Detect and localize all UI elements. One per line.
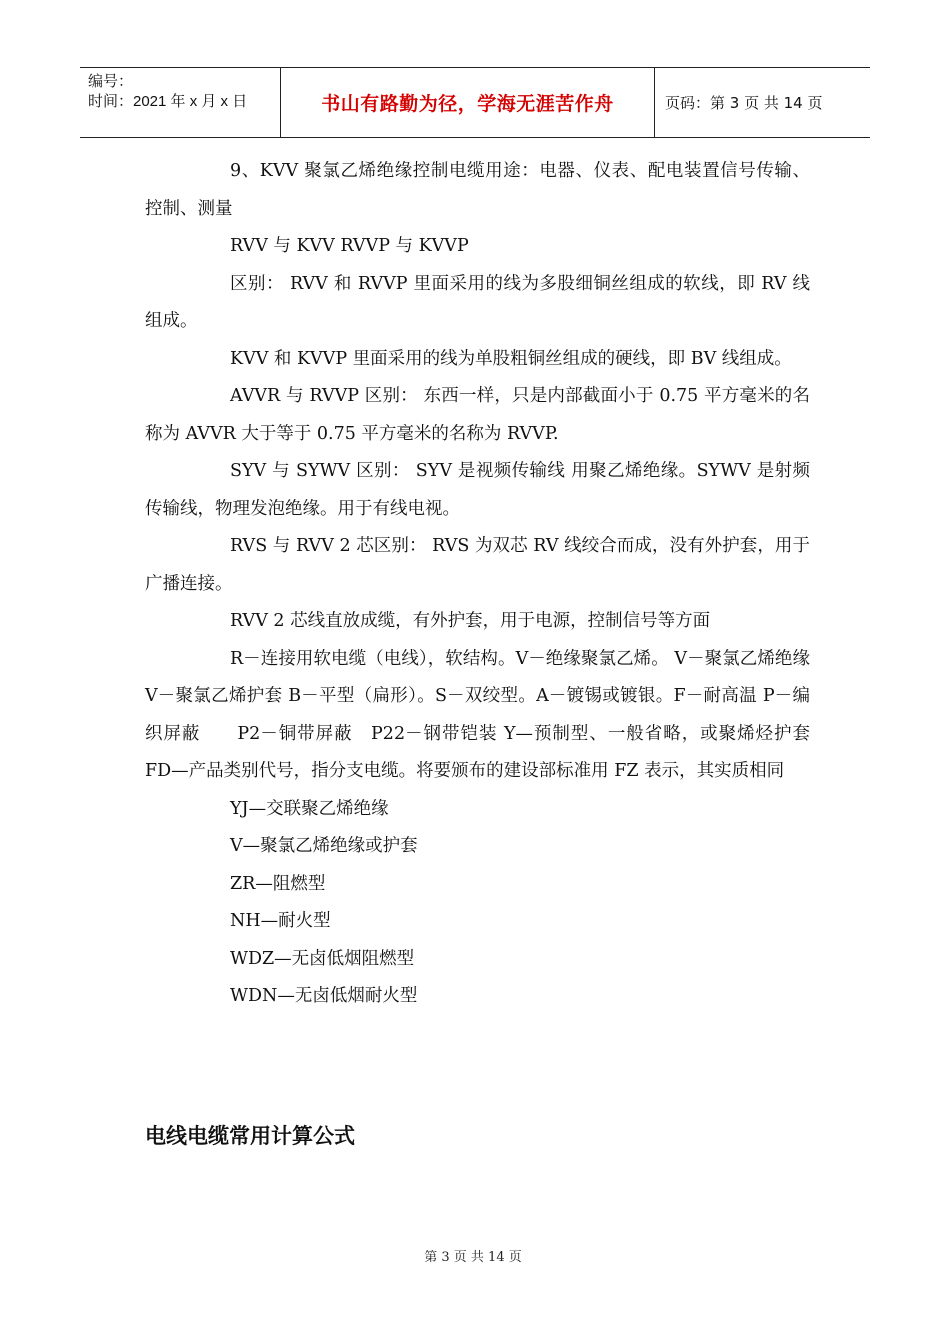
header-motto: 书山有路勤为径，学海无涯苦作舟 (281, 68, 655, 137)
page-header (80, 67, 870, 138)
paragraph: 区别： RVV 和 RVVP 里面采用的线为多股细铜丝组成的软线，即 RV 线组成。 (145, 273, 810, 331)
code-definition: ZR—阻燃型 (230, 873, 326, 894)
header-time-label: 时间：2021 年 x 月 x 日 (88, 93, 248, 110)
code-definition: WDZ—无卤低烟阻燃型 (230, 948, 415, 969)
paragraph: KVV 和 KVVP 里面采用的线为单股粗铜丝组成的硬线，即 BV 线组成。 (230, 348, 792, 369)
header-meta (80, 68, 281, 137)
paragraph: SYV 与 SYWV 区别： SYV 是视频传输线 用聚乙烯绝缘。SYWV 是射频传输线，物理发泡绝缘。用于有线电视。 (145, 461, 810, 519)
paragraph: 9、KVV 聚氯乙烯绝缘控制电缆用途：电器、仪表、配电装置信号传输、控制、测量 (145, 161, 810, 219)
header-number-label: 编号： (88, 73, 134, 90)
footer-page-number: 第 3 页 共 14 页 (424, 1250, 522, 1265)
document-body (145, 153, 845, 1016)
page-footer (0, 1246, 950, 1265)
code-definition: WDN—无卤低烟耐火型 (230, 986, 418, 1006)
paragraph: AVVR 与 RVVP 区别： 东西一样，只是内部截面小于 0.75 平方毫米的名称为 AVVR 大于等于 0.75 平方毫米的名称为 RVVP. (145, 386, 810, 444)
section-heading: 电线电缆常用计算公式 (145, 1124, 355, 1148)
code-definition: NH—耐火型 (230, 911, 331, 931)
code-definition: YJ—交联聚乙烯绝缘 (230, 798, 389, 819)
paragraph: RVV 与 KVV RVVP 与 KVVP (230, 236, 469, 256)
paragraph: R－连接用软电缆（电线），软结构。V－绝缘聚氯乙烯。 V－聚氯乙烯绝缘 V－聚氯乙烯护套 B－平型（扁形）。S－双绞型。A－镀锡或镀银。F－耐高温 P－编织屏蔽 P2－铜带屏蔽 P22－钢带铠装 Y—预制型、一般省略，或聚烯烃护套 FD—产品类别代号，指分支电缆。将要颁布的建设部标准用 FZ 表示，其实质相同 (145, 648, 845, 781)
code-definition: V—聚氯乙烯绝缘或护套 (230, 836, 418, 856)
paragraph: RVV 2 芯线直放成缆，有外护套，用于电源，控制信号等方面 (230, 611, 711, 631)
header-page-info: 页码：第 3 页 共 14 页 (665, 94, 823, 112)
paragraph: RVS 与 RVV 2 芯区别： RVS 为双芯 RV 线绞合而成，没有外护套，用于广播连接。 (145, 536, 810, 594)
